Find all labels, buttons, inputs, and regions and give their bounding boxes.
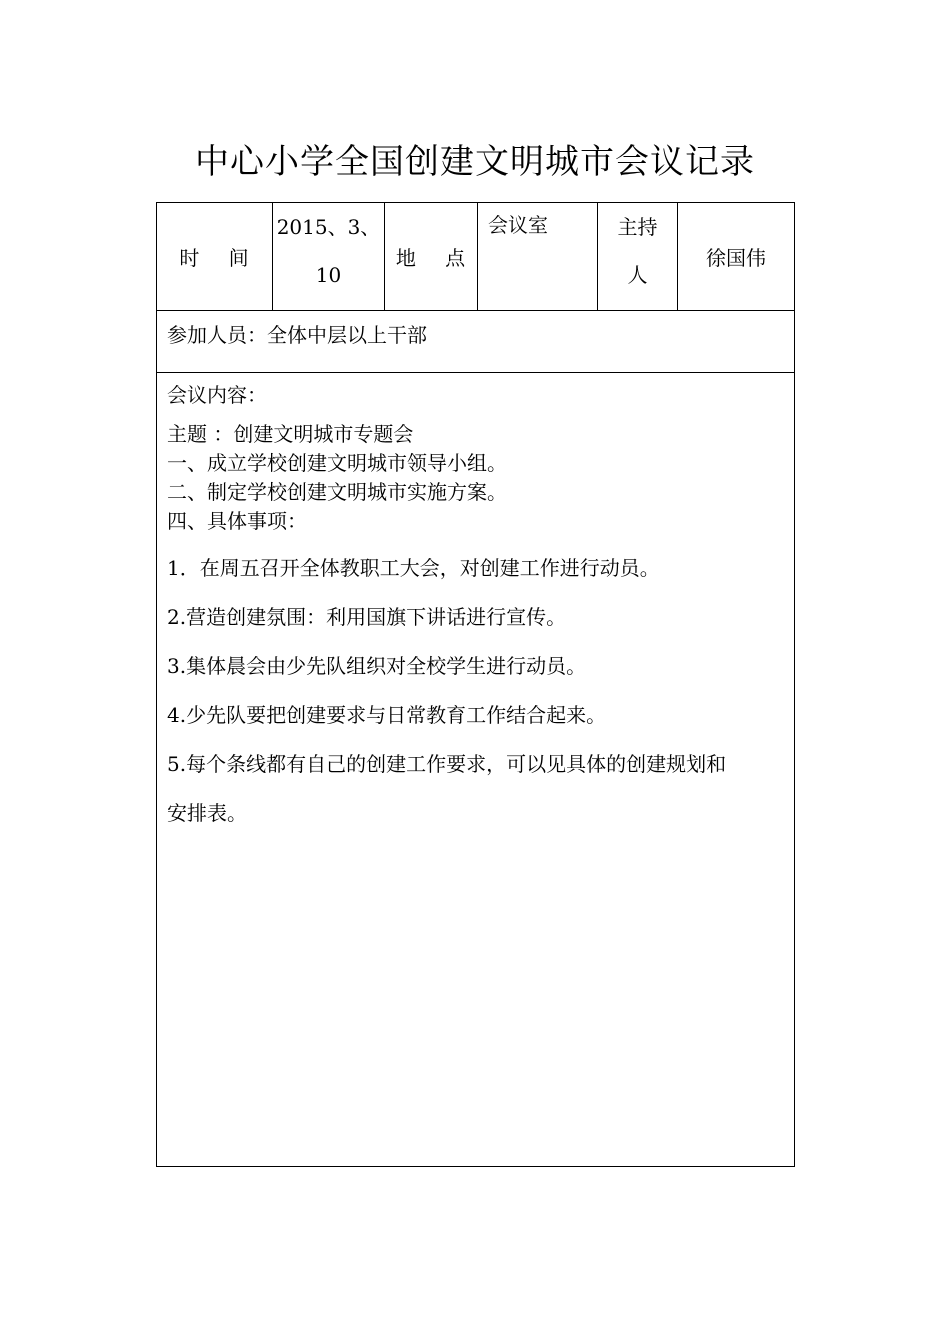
time-label: 时 间 — [179, 246, 250, 270]
host-value-cell — [678, 203, 795, 311]
content-cell — [157, 373, 795, 1167]
content-item-4: 四、具体事项： — [167, 509, 307, 533]
host-value: 徐国伟 — [706, 246, 766, 270]
date-line-2: 10 — [315, 263, 342, 287]
place-label-cell — [385, 203, 478, 311]
content-row — [157, 373, 795, 1167]
content-point-4: 4.少先队要把创建要求与日常教育工作结合起来。 — [167, 703, 607, 727]
content-point-1: 1．在周五召开全体教职工大会，对创建工作进行动员。 — [167, 556, 660, 580]
time-label-cell — [157, 203, 273, 311]
host-label-cell — [598, 203, 678, 311]
content-point-3: 3.集体晨会由少先队组织对全校学生进行动员。 — [167, 654, 587, 678]
place-value-cell — [478, 203, 598, 311]
attendees-cell — [157, 311, 795, 373]
header-row — [157, 203, 795, 311]
date-line-1: 2015、3、 — [276, 215, 381, 239]
content-item-2: 二、制定学校创建文明城市实施方案。 — [167, 480, 507, 504]
content-heading: 会议内容： — [167, 383, 267, 407]
attendees-row — [157, 311, 795, 373]
place-label: 地 点 — [395, 246, 467, 270]
content-point-2: 2.营造创建氛围：利用国旗下讲话进行宣传。 — [167, 605, 567, 629]
date-cell — [273, 203, 385, 311]
place-value: 会议室 — [488, 213, 548, 237]
content-point-5: 5.每个条线都有自己的创建工作要求，可以见具体的创建规划和 — [167, 752, 727, 776]
host-label-line-1: 主持 — [617, 215, 658, 239]
content-point-5-cont: 安排表。 — [167, 801, 247, 825]
page-title: 中心小学全国创建文明城市会议记录 — [195, 142, 755, 182]
host-label-line-2: 人 — [627, 263, 648, 287]
meeting-record-table — [156, 202, 795, 1167]
attendees-text: 参加人员：全体中层以上干部 — [167, 323, 427, 347]
content-item-1: 一、成立学校创建文明城市领导小组。 — [167, 451, 507, 475]
content-topic: 主题 ：创建文明城市专题会 — [167, 422, 414, 446]
